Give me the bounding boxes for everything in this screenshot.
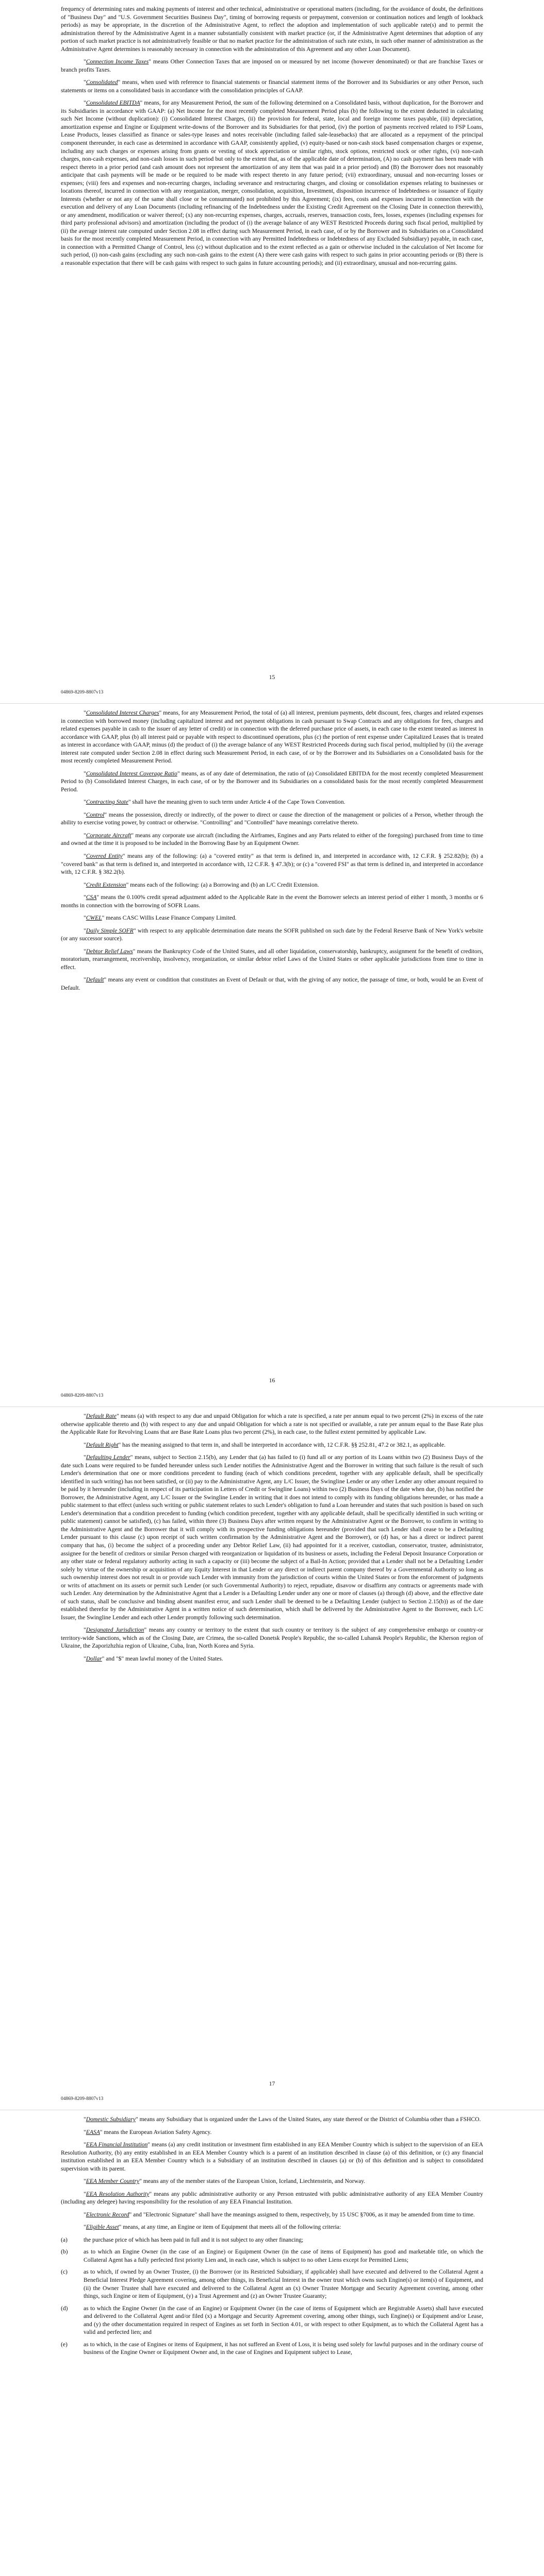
page-number: 17 [269,2080,275,2087]
criteria-label: (e) [61,2341,68,2348]
defined-term: Dollar [86,1655,102,1662]
document-page [0,0,544,703]
defined-term: Designated Jurisdiction [86,1626,144,1634]
definition-paragraph: "Domestic Subsidiary" means any Subsidiary that is organized under the Laws of the United States, any state thereof or the District of Columbia other than a FSHCO. [84,2116,481,2123]
defined-term: Default Right [86,1441,119,1448]
definition-paragraph: "EEA Financial Institution" means (a) any credit institution or investment firm established in any EEA Member Country which is subject to the supervision of an EEA Resolution Authority, (b) any entity established in an EEA Member Country which is a parent of an institution described in clause (a) of this definition, or (c) any financial institution established in an EEA Member Country which is a Subsidiary of an institution described in clauses (a) or (b) of this definition and is subject to consolidated supervision with its parent. [61,2141,484,2172]
continuation-paragraph: frequency of determining rates and making payments of interest and other technical, administrative or operational matters (including, for the avoidance of doubt, the definitions of "Business Day" and "U.S. Government Securities Business Day", timing of borrowing requests or prepayment, conversion or continuation notices and length of lookback periods) as may be appropriate, in the discretion of the Administrative Agent, to reflect the adoption and implementation of such applicable rate(s) and to permit the administration thereof by the Administrative Agent in a manner substantially consistent with market practice (or, if the Administrative Agent determines that adoption of any portion of such market practice is not administratively feasible or that no market practice for the administration of such rate exists, in such other manner of administration as the Administrative Agent determines is reasonably necessary in connection with the administration of this Agreement and any other Loan Document). [61,6,483,53]
definition-paragraph: "Consolidated Interest Charges" means, for any Measurement Period, the total of (a) all interest, premium payments, debt discount, fees, charges and related expenses in connection with borrowed money (including capitalized interest and net payment obligations in cash pursuant to Swap Contracts and any obligations for fees, charges and related expenses payable in cash to the issuer of any letter of credit) or in connection with the deferred purchase price of assets, in each case to the extent treated as interest in accordance with GAAP, plus (b) all interest paid or payable with respect to discontinued operations, plus (c) the portion of rent expense under Capitalized Leases that is treated as interest in accordance with GAAP, minus (d) the product of (i) the average balance of any WEST Restricted Proceeds during such fiscal period, multiplied by (ii) the average interest rate computed under Section 2.08 in effect during such Measurement Period, in each case, of or by the Borrower and its Subsidiaries on a Consolidated basis for the most recently completed Measurement Period. [61,709,483,765]
defined-term: Covered Entity [86,852,123,859]
criteria-item: (b) as to which an Engine Owner (in the case of an Engine) or Equipment Owner (in the case of items of Equipment) has good and marketable title, on which the Collateral Agent has a fully perfected first priority Lien and, in each case, which is subject to no other Liens except for Permitted Liens; [61,2248,483,2263]
definition-paragraph: "Debtor Relief Laws" means the Bankruptcy Code of the United States, and all other liquidation, conservatorship, bankruptcy, assignment for the benefit of creditors, moratorium, rearrangement, receivership, insolvency, reorganization, or similar debtor relief Laws of the United States or other applicable jurisdictions from time to time in effect. [61,947,483,971]
definition-paragraph: "Daily Simple SOFR" with respect to any applicable determination date means the SOFR published on such date by the Federal Reserve Bank of New York's website (or any successor source). [61,927,483,942]
defined-term: Corporate Aircraft [86,832,131,839]
document-id: 04869-8209-8807v13 [61,690,104,695]
definition-paragraph: "Default Right" has the meaning assigned to that term in, and shall be interpreted in accordance with, 12 C.F.R. §§ 252.81, 47.2 or 382.1, as applicable. [84,1441,446,1448]
definition-paragraph: "Dollar" and "$" mean lawful money of the United States. [84,1655,223,1662]
criteria-label: (d) [61,2304,68,2312]
defined-term: Consolidated Interest Coverage Ratio [86,770,177,777]
definition-paragraph: "Control" means the possession, directly or indirectly, of the power to direct or cause the direction of the management or policies of a Person, whether through the ability to exercise voting power, by contract or otherwise. "Controlling" and "Controlled" have meanings correlative thereto. [61,811,483,826]
defined-term: EEA Financial Institution [86,2141,148,2148]
definition-paragraph: "CWEL" means CASC Willis Lease Finance Company Limited. [84,914,237,922]
definition-paragraph: "Covered Entity" means any of the following: (a) a "covered entity" as that term is defined in, and interpreted in accordance with, 12 C.F.R. § 252.82(b); (b) a "covered bank" as that term is defined in, and interpreted in accordance with, 12 C.F.R. § 47.3(b); or (c) a "covered FSI" as that term is defined in, and interpreted in accordance with, 12 C.F.R. § 382.2(b). [61,852,483,876]
criteria-item: (d) as to which the Engine Owner (in the case of an Engine) or Equipment Owner (in the case of items of Equipment which are Registrable Assets) shall have executed and delivered to the Collateral Agent and/or filed (x) a Mortgage and Security Agreement covering, among other things, such Engine(s) or Equipment and/or Lease, and (y) the other documentation required in respect of Engines as set forth in Section 4.01, or with respect to other Equipment, as to which the Collateral Agent has a valid and perfected lien; and [61,2304,483,2336]
defined-term: CSA [86,894,97,901]
definition-paragraph: "Default Rate" means (a) with respect to any due and unpaid Obligation for which a rate is specified, a rate per annum equal to two percent (2%) in excess of the rate otherwise applicable thereto and (b) with respect to any due and unpaid Obligation for which a rate is not specified or available, a rate per annum equal to the Base Rate plus the Applicable Rate for Revolving Loans that are Base Rate Loans plus two percent (2%), in each case, to the fullest extent permitted by applicable Law. [61,1413,484,1436]
defined-term: Daily Simple SOFR [86,927,134,934]
criteria-item: (c) as to which, if owned by an Owner Trustee, (i) the Borrower (or its Restricted Subsidiary, if applicable) shall have executed and delivered to the Collateral Agent a Beneficial Interest Pledge Agreement covering, among other things, its Beneficial Interest in the owner trust which owns such Engine(s) or item(s) of Equipment, and (ii) the Owner Trustee shall have executed and delivered to the Collateral Agent an (x) Owner Trustee Mortgage and Security Agreement covering, among other things, such Engine or item of Equipment, (y) a Trust Agreement and (z) an Owner Trustee Guaranty; [61,2268,483,2300]
page-body [61,709,483,996]
page-number: 16 [269,1377,275,1384]
defined-term: Electronic Record [86,2211,129,2218]
page-number: 15 [269,674,275,681]
defined-term: Consolidated [86,79,118,86]
definition-paragraph: "Credit Extension" means each of the following: (a) a Borrowing and (b) an L/C Credit Extension. [84,881,319,888]
definition-paragraph: "Eligible Asset" means, at any time, an Engine or item of Equipment that meets all of the following criteria: [84,2224,341,2231]
defined-term: Control [86,811,105,818]
definition-paragraph: "EEA Member Country" means any of the member states of the European Union, Iceland, Liechtenstein, and Norway. [84,2178,366,2185]
defined-term: Domestic Subsidiary [86,2116,136,2123]
document-page [0,1406,544,2110]
document-page [0,703,544,1406]
defined-term: Consolidated Interest Charges [86,709,159,716]
document-page [0,2110,544,2576]
definition-paragraph: "Designated Jurisdiction" means any country or territory to the extent that such country or territory is the subject of any comprehensive embargo or country-or territory-wide Sanctions, which as of the Closing Date, are Crimea, the so-called Donetsk People's Republic, the so-called Luhansk People's Republic, the Kherson region of Ukraine, the Zaporizhzhia region of Ukraine, Cuba, Iran, North Korea and Syria. [61,1626,483,1650]
document-id: 04869-8209-8807v13 [61,1393,104,1398]
defined-term: CWEL [86,914,102,922]
definition-paragraph: "Electronic Record" and "Electronic Signature" shall have the meanings assigned to them, respectively, by 15 USC §7006, as it may be amended from time to time. [84,2211,475,2218]
defined-term: Defaulting Lender [86,1454,130,1461]
defined-term: Connection Income Taxes [86,58,149,65]
defined-term: EEA Resolution Authority [86,2190,150,2197]
definition-paragraph: "Connection Income Taxes" means Other Connection Taxes that are imposed on or measured by net income (however denominated) or that are franchise Taxes or branch profits Taxes. [61,58,483,73]
definition-paragraph: "CSA" means the 0.100% credit spread adjustment added to the Applicable Rate in the event the Borrower selects an interest period of either 1 month, 3 months or 6 months in connection with the borrowing of SOFR Loans. [61,894,483,909]
definition-paragraph: "Contracting State" shall have the meaning given to such term under Article 4 of the Cape Town Convention. [84,799,345,806]
defined-term: Default [86,976,104,984]
criteria-label: (b) [61,2248,68,2256]
defined-term: EEA Member Country [86,2178,140,2185]
defined-term: Contracting State [86,799,128,806]
document-id: 04869-8209-8807v13 [61,2096,104,2102]
definition-paragraph: "EASA" means the European Aviation Safety Agency. [84,2128,212,2136]
page-body [61,5,483,272]
defined-term: Default Rate [86,1413,117,1419]
defined-term: EASA [86,2128,100,2136]
defined-term: Eligible Asset [86,2224,119,2231]
definition-paragraph: "Consolidated EBITDA" means, for any Measurement Period, the sum of the following determined on a Consolidated basis, without duplication, for the Borrower and its Subsidiaries in accordance with GAAP: (a) Net Income for the most recently completed Measurement Period plus (b) the following to the extent deducted in calculating such Net Income (without duplication): (i) Consolidated Interest Charges, (ii) the provision for federal, state, local and foreign income taxes payable, (iii) depreciation, amortization expense and Engine or Equipment write-downs of the Borrower and its Subsidiaries for that period, (iv) the portion of payments received related to FSP Loans, Lease Products, leases classified as finance or sales-type leases and notes receivable (including failed sale-leasebacks) that are allocated as a repayment of the principal component thereunder, in each case as determined in accordance with GAAP, consistently applied, (v) equity-based or non-cash stock based compensation charges or expense, including any such charges or expenses arising from grants or vesting of stock appreciation or similar rights, stock options, restricted stock or other rights, (vi) non-cash charges, non-cash expenses, and non-cash losses in such period but only to the extent that, as of the applicable date of determination, (A) no cash payment has been made with respect thereto in a prior period (and cash amount does not represent the amortization of any item that was paid in a prior period) and (B) the Borrower does not reasonably anticipate that cash payments will be made or be required to be made with respect thereto in any future period; (vii) extraordinary, unusual and non-recurring losses or expenses; (viii) fees and expenses and non-recurring charges, including severance and restructuring charges, and closing or consolidation expenses relating to businesses or locations thereof, incurred in connection with any reorganization, merger, consolidation, acquisition, Investment, disposition incurrence of Indebtedness or issuance of Equity Interests (whether or not any of the same shall close or be consummated) not prohibited by this Agreement; (ix) fees, costs and expenses incurred in connection with the execution and delivery of any Loan Documents (including refinancing of the Indebtedness under the Existing Credit Agreement on the Closing Date in connection therewith), or any amendment, modification or waiver thereof; (x) any non-recurring expenses, charges, accruals, reserves, transaction costs, fees, losses, expenses (including expenses for third party professional advisors) and amortization (including the product of (i) the average balance of any WEST Restricted Proceeds during such fiscal period, multiplied by (ii) the average interest rate computed under Section 2.08 in effect during such Measurement Period, in each case, of or by the Borrower and its Subsidiaries on a Consolidated basis for the most recently completed Measurement Period, in connection with any Permitted Indebtedness or Indebtedness of any Excluded Subsidiary) payable, in each case, in connection with a Permitted Change of Control, less (c) without duplication and to the extent reflected as a gain or otherwise included in the calculation of Net Income for such period, (i) non-cash gains (excluding any such non-cash gains to the extent (A) there were cash gains with respect to such gains in prior accounting periods or (B) there is a reasonable expectation that there will be cash gains with respect to such gains in future accounting periods); and (ii) extraordinary, unusual and non-recurring gains. [61,99,484,266]
criteria-item: (a) the purchase price of which has been paid in full and it is not subject to any other financing; [61,2236,304,2243]
defined-term: Credit Extension [86,881,126,888]
definition-paragraph: "Consolidated" means, when used with reference to financial statements or financial statement items of the Borrower and its Subsidiaries or any other Person, such statements or items on a consolidated basis in accordance with the consolidation principles of GAAP. [61,79,483,94]
definition-paragraph: "Consolidated Interest Coverage Ratio" means, as of any date of determination, the ratio of (a) Consolidated EBITDA for the most recently completed Measurement Period to (b) Consolidated Interest Charges, in each case, of or by the Borrower and its Subsidiaries on a consolidated basis for the most recently completed Measurement Period. [61,770,483,793]
definition-paragraph: "Defaulting Lender" means, subject to Section 2.15(b), any Lender that (a) has failed to (i) fund all or any portion of its Loans within two (2) Business Days of the date such Loans were required to be funded hereunder unless such Lender notifies the Administrative Agent and the Borrower in writing that such failure is the result of such Lender's determination that one or more conditions precedent to funding (each of which conditions precedent, together with any applicable default, shall be specifically identified in such writing) has not been satisfied, or (ii) pay to the Administrative Agent, any L/C Issuer, the Swingline Lender or any other Lender any other amount required to be paid by it hereunder (including in respect of its participation in Letters of Credit or Swingline Loans) within two (2) Business Days of the date when due, (b) has notified the Borrower, the Administrative Agent, any L/C Issuer or the Swingline Lender in writing that it does not intend to comply with its funding obligations hereunder, or has made a public statement to that effect (unless such writing or public statement relates to such Lender's obligation to fund a Loan hereunder and states that such position is based on such Lender's determination that a condition precedent to funding (which condition precedent, together with any applicable default, shall be specifically identified in such writing or public statement) cannot be satisfied), (c) has failed, within three (3) Business Days after written request by the Administrative Agent or the Borrower, to confirm in writing to the Administrative Agent and the Borrower that it will comply with its prospective funding obligations hereunder (provided that such Lender shall cease to be a Defaulting Lender pursuant to this clause (c) upon receipt of such written confirmation by the Administrative Agent and the Borrower), or (d) has, or has a direct or indirect parent company that has, (i) become the subject of a proceeding under any Debtor Relief Law, (ii) had appointed for it a receiver, custodian, conservator, trustee, administrator, assignee for the benefit of creditors or similar Person charged with reorganization or liquidation of its business or assets, including the Federal Deposit Insurance Corporation or any other state or federal regulatory authority acting in such a capacity or (iii) become the subject of a Bail-In Action; provided that a Lender shall not be a Defaulting Lender solely by virtue of the ownership or acquisition of any Equity Interest in that Lender or any direct or indirect parent company thereof by a Governmental Authority so long as such ownership interest does not result in or provide such Lender with immunity from the jurisdiction of courts within the United States or from the enforcement of judgments or writs of attachment on its assets or permit such Lender (or such Governmental Authority) to reject, repudiate, disavow or disaffirm any contracts or agreements made with such Lender. Any determination by the Administrative Agent that a Lender is a Defaulting Lender under any one or more of clauses (a) through (d) above, and the effective date of such status, shall be conclusive and binding absent manifest error, and such Lender shall be deemed to be a Defaulting Lender (subject to Section 2.15(b)) as of the date established therefor by the Administrative Agent in a written notice of such determination, which shall be delivered by the Administrative Agent to the Borrower, each L/C Issuer, the Swingline Lender and each other Lender promptly following such determination. [61,1454,483,1621]
defined-term: Debtor Relief Laws [86,947,133,955]
defined-term: Consolidated EBITDA [86,99,140,107]
criteria-item: (e) as to which, in the case of Engines or items of Equipment, it has not suffered an Event of Loss, it is being used solely for lawful purposes and in the ordinary course of business of the Engine Owner or Equipment Owner and, in the case of Engines and Equipment subject to Lease, [61,2341,483,2356]
page-body [61,1412,483,1667]
definition-paragraph: "Default" means any event or condition that constitutes an Event of Default or that, with the giving of any notice, the passage of time, or both, would be an Event of Default. [61,976,483,991]
definition-paragraph: "Corporate Aircraft" means any corporate use aircraft (including the Airframes, Engines and any Parts related to either of the foregoing) purchased from time to time and owned at the time it is proposed to be included in the Borrowing Base by an Equipment Owner. [61,832,483,847]
page-body [61,2115,483,2361]
criteria-label: (a) [61,2236,68,2243]
definition-paragraph: "EEA Resolution Authority" means any public administrative authority or any Person entrusted with public administrative authority of any EEA Member Country (including any delegee) having responsibility for the resolution of any EEA Financial Institution. [61,2190,483,2206]
criteria-label: (c) [61,2268,68,2276]
